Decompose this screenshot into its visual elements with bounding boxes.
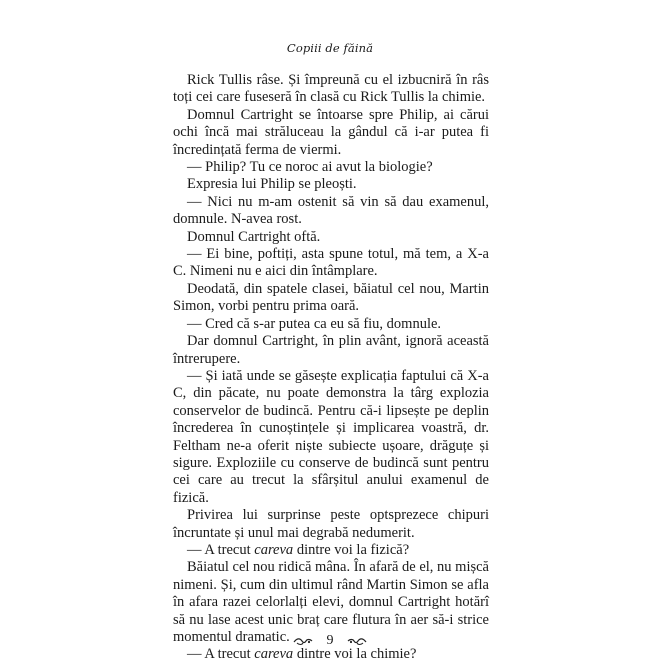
paragraph-2: Domnul Cartright se întoarse spre Philip, ai cărui ochi încă mai străluceau la gândul că i-ar putea fi încredințată ferma de viermi. bbox=[173, 106, 489, 158]
paragraph-6: Domnul Cartright oftă. bbox=[187, 228, 321, 245]
paragraph-12: Privirea lui surprinse peste optsprezece chipuri încruntate și unul mai degrabă nedumerit. bbox=[173, 507, 489, 541]
fleuron-right-icon bbox=[347, 636, 367, 646]
paragraph-9: — Cred că s-ar putea ca eu să fiu, domnule. bbox=[187, 315, 442, 332]
paragraph-3: — Philip? Tu ce noroc ai avut la biologie? bbox=[187, 159, 433, 176]
paragraph-10: Dar domnul Cartright, în plin avânt, ignoră această întrerupere. bbox=[173, 333, 489, 367]
page-number: 9 bbox=[326, 633, 334, 648]
paragraph-15-end: dintre voi la chimie? bbox=[293, 646, 417, 663]
paragraph-13 bbox=[173, 542, 489, 559]
paragraph-13-end: dintre voi la fizică? bbox=[293, 541, 410, 558]
paragraph-1: Rick Tullis râse. Și împreună cu el izbucniră în râs toți cei care fuseseră în clasă cu Rick Tullis la chimie. bbox=[173, 72, 489, 106]
paragraph-11: — Și iată unde se găsește explicația faptului că X-a C, din păcate, nu poate demonstra la târg explozia conservelor de budincă. Pentru că-i lipsește pe deplin încrederea în cunoștințele și implicarea voastră, dr. Feltham ne-a oferit niște subiecte ușoare, drăguțe și sigure. Exploziile cu conserve de budincă sunt pentru cei care au trecut la sfârșitul anului examenul de fizică. bbox=[173, 367, 489, 506]
paragraph-15-emphasis: careva bbox=[254, 646, 294, 663]
paragraph-13-start: — A trecut bbox=[187, 541, 255, 558]
body-text bbox=[173, 72, 489, 664]
running-title: Copiii de făină bbox=[286, 41, 374, 55]
paragraph-7: — Ei bine, poftiți, asta spune totul, mă tem, a X-a C. Nimeni nu e aici din întâmplare. bbox=[173, 246, 489, 280]
paragraph-8: Deodată, din spatele clasei, băiatul cel nou, Martin Simon, vorbi pentru prima oară. bbox=[173, 280, 489, 315]
paragraph-14: Băiatul cel nou ridică mâna. În afară de el, nu mișcă nimeni. Și, cum din ultimul rând Martin Simon se afla în afara razei celorlalți elevi, domnul Cartright hotărî să nu lase acest unic braț care flutura în aer să-i strice momentul dramatic. bbox=[173, 559, 489, 645]
page-footer bbox=[0, 633, 660, 649]
paragraph-5: — Nici nu m-am ostenit să vin să dau examenul, domnule. N-avea rost. bbox=[173, 193, 489, 228]
paragraph-4: Expresia lui Philip se pleoști. bbox=[187, 176, 357, 193]
fleuron-left-icon bbox=[293, 636, 313, 646]
paragraph-13-emphasis: careva bbox=[254, 541, 294, 558]
paragraph-15-start: — A trecut bbox=[187, 646, 255, 663]
